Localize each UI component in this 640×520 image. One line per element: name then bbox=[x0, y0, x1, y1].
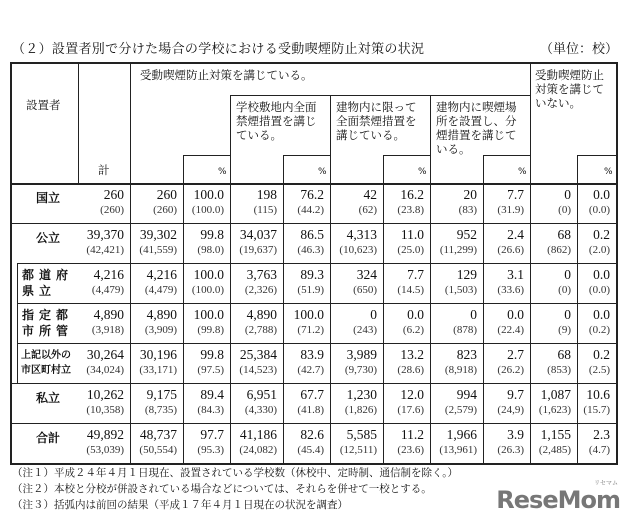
cell-previous-value: (2,485) bbox=[538, 444, 571, 456]
table-rule bbox=[230, 95, 530, 96]
cell-value: 4,890 bbox=[246, 307, 277, 322]
table-cell bbox=[536, 427, 610, 457]
percent-header: % bbox=[418, 167, 427, 177]
cell-value: 4,313 bbox=[346, 227, 377, 242]
cell-value: 89.3 bbox=[300, 267, 324, 282]
table-rule bbox=[17, 343, 616, 344]
table-rule bbox=[10, 183, 616, 185]
cell-previous-value: (41,559) bbox=[139, 244, 177, 256]
cell-value: 4,216 bbox=[93, 267, 124, 282]
cell-value: 34,037 bbox=[239, 227, 277, 242]
cell-previous-value: (2.5) bbox=[588, 364, 610, 376]
cell-value: 4,890 bbox=[146, 307, 177, 322]
cell-previous-value: (24,9) bbox=[497, 404, 524, 416]
cell-value: 4,890 bbox=[93, 307, 124, 322]
cell-previous-value: (28.6) bbox=[397, 364, 424, 376]
cell-previous-value: (650) bbox=[353, 284, 377, 296]
cell-previous-value: (84.3) bbox=[197, 404, 224, 416]
row-label: 公立 bbox=[35, 231, 60, 245]
cell-value: 129 bbox=[456, 267, 477, 282]
row-label: 私立 bbox=[35, 391, 60, 405]
header-taking-measures: 受動喫煙防止対策を講じている。 bbox=[140, 68, 313, 82]
cell-value: 198 bbox=[256, 187, 277, 202]
cell-value: 49,892 bbox=[86, 427, 124, 442]
cell-value: 42 bbox=[363, 187, 377, 202]
cell-previous-value: (8,735) bbox=[144, 404, 177, 416]
cell-previous-value: (4,479) bbox=[144, 284, 177, 296]
cell-value: 3.1 bbox=[507, 267, 524, 282]
resemom-logo bbox=[496, 480, 620, 514]
cell-previous-value: (22.4) bbox=[497, 324, 524, 336]
cell-previous-value: (17.6) bbox=[397, 404, 424, 416]
cell-previous-value: (862) bbox=[547, 244, 571, 256]
cell-value: 3,989 bbox=[346, 347, 377, 362]
header-sub2: 建物内に限って全面禁煙措置を講じている。 bbox=[336, 100, 417, 142]
cell-previous-value: (51.9) bbox=[297, 284, 324, 296]
table-rule bbox=[10, 423, 616, 424]
cell-previous-value: (15.7) bbox=[583, 404, 610, 416]
table-rule bbox=[577, 155, 616, 156]
table-rule bbox=[17, 263, 18, 303]
cell-value: 11.2 bbox=[400, 427, 424, 442]
table-cell bbox=[536, 267, 610, 297]
percent-header: % bbox=[218, 167, 227, 177]
cell-previous-value: (0.0) bbox=[588, 204, 610, 216]
row-label: 指定都市所管 bbox=[22, 308, 74, 338]
cell-previous-value: (45.4) bbox=[297, 444, 324, 456]
cell-previous-value: (100.0) bbox=[191, 284, 224, 296]
cell-value: 68 bbox=[557, 227, 571, 242]
cell-previous-value: (12,511) bbox=[339, 444, 377, 456]
cell-previous-value: (0) bbox=[558, 204, 571, 216]
cell-previous-value: (41.8) bbox=[297, 404, 324, 416]
table-cell bbox=[536, 347, 610, 377]
cell-value: 1,966 bbox=[446, 427, 477, 442]
table-rule bbox=[10, 223, 616, 224]
cell-previous-value: (13,961) bbox=[439, 444, 477, 456]
cell-value: 6,951 bbox=[246, 387, 277, 402]
header-setter: 設置者 bbox=[26, 98, 61, 112]
cell-value: 99.8 bbox=[200, 347, 224, 362]
cell-previous-value: (10,623) bbox=[339, 244, 377, 256]
table-rule bbox=[183, 155, 230, 156]
table-cell bbox=[536, 307, 610, 337]
table-rule bbox=[17, 303, 18, 343]
header-total: 計 bbox=[98, 163, 110, 177]
table-rule bbox=[17, 303, 616, 304]
logo-text: ReseMom bbox=[496, 486, 620, 514]
cell-previous-value: (9,730) bbox=[344, 364, 377, 376]
cell-value: 16.2 bbox=[400, 187, 424, 202]
cell-value: 0 bbox=[564, 307, 571, 322]
cell-previous-value: (2,788) bbox=[244, 324, 277, 336]
cell-previous-value: (260) bbox=[153, 204, 177, 216]
cell-previous-value: (97.5) bbox=[197, 364, 224, 376]
cell-value: 12.0 bbox=[400, 387, 424, 402]
cell-value: 0 bbox=[564, 187, 571, 202]
cell-value: 89.4 bbox=[200, 387, 224, 402]
cell-value: 0.0 bbox=[593, 267, 610, 282]
cell-value: 2.3 bbox=[593, 427, 610, 442]
cell-value: 952 bbox=[456, 227, 477, 242]
cell-previous-value: (0.0) bbox=[588, 284, 610, 296]
cell-previous-value: (100.0) bbox=[191, 204, 224, 216]
cell-value: 82.6 bbox=[300, 427, 324, 442]
cell-previous-value: (6.2) bbox=[402, 324, 424, 336]
cell-previous-value: (2.0) bbox=[588, 244, 610, 256]
cell-value: 1,087 bbox=[540, 387, 571, 402]
cell-value: 3,763 bbox=[246, 267, 277, 282]
percent-header: % bbox=[318, 167, 327, 177]
note-1: （注１）平成２４年４月１日現在、設置されている学校数（休校中、定時制、通信制を除く。） bbox=[12, 467, 459, 479]
cell-value: 39,370 bbox=[86, 227, 124, 242]
cell-previous-value: (26.6) bbox=[497, 244, 524, 256]
table-rule bbox=[616, 62, 618, 465]
logo-ruby: リセマム bbox=[594, 480, 618, 487]
cell-value: 1,155 bbox=[540, 427, 571, 442]
table-rule bbox=[10, 62, 617, 64]
cell-previous-value: (878) bbox=[453, 324, 477, 336]
cell-value: 260 bbox=[103, 187, 124, 202]
table-rule bbox=[10, 383, 616, 384]
cell-previous-value: (115) bbox=[253, 204, 277, 216]
cell-previous-value: (24,082) bbox=[239, 444, 277, 456]
cell-value: 0 bbox=[470, 307, 477, 322]
cell-value: 97.7 bbox=[200, 427, 224, 442]
cell-previous-value: (0) bbox=[558, 284, 571, 296]
cell-previous-value: (1,623) bbox=[538, 404, 571, 416]
cell-value: 68 bbox=[557, 347, 571, 362]
cell-previous-value: (4,330) bbox=[244, 404, 277, 416]
table-rule bbox=[17, 343, 18, 383]
cell-previous-value: (14,523) bbox=[239, 364, 277, 376]
table-rule bbox=[283, 155, 330, 156]
cell-value: 1,230 bbox=[346, 387, 377, 402]
header-sub3: 建物内に喫煙場所を設置し、分煙措置を講じている。 bbox=[436, 100, 517, 156]
cell-previous-value: (95.3) bbox=[197, 444, 224, 456]
cell-value: 67.7 bbox=[300, 387, 324, 402]
cell-value: 30,196 bbox=[139, 347, 177, 362]
header-sub1: 学校敷地内全面禁煙措置を講じている。 bbox=[236, 100, 317, 142]
cell-value: 86.5 bbox=[300, 227, 324, 242]
cell-previous-value: (11,299) bbox=[439, 244, 477, 256]
cell-previous-value: (98.0) bbox=[197, 244, 224, 256]
cell-value: 260 bbox=[156, 187, 177, 202]
cell-value: 0.2 bbox=[593, 347, 610, 362]
cell-previous-value: (0.2) bbox=[588, 324, 610, 336]
cell-previous-value: (260) bbox=[100, 204, 124, 216]
cell-previous-value: (31.9) bbox=[497, 204, 524, 216]
cell-value: 76.2 bbox=[300, 187, 324, 202]
cell-value: 994 bbox=[456, 387, 477, 402]
cell-previous-value: (62) bbox=[358, 204, 377, 216]
cell-value: 10,262 bbox=[86, 387, 124, 402]
cell-value: 20 bbox=[463, 187, 477, 202]
cell-value: 0 bbox=[564, 267, 571, 282]
cell-previous-value: (10,358) bbox=[86, 404, 124, 416]
cell-previous-value: (33,171) bbox=[139, 364, 177, 376]
cell-previous-value: (83) bbox=[458, 204, 477, 216]
unit-label: （単位：校） bbox=[539, 42, 618, 57]
percent-header: % bbox=[604, 167, 613, 177]
cell-value: 100.0 bbox=[193, 307, 224, 322]
cell-value: 10.6 bbox=[586, 387, 610, 402]
header-not-taking: 受動喫煙防止対策を講じていない。 bbox=[535, 68, 604, 110]
cell-previous-value: (19,637) bbox=[239, 244, 277, 256]
cell-value: 0.0 bbox=[507, 307, 524, 322]
table-rule bbox=[483, 155, 530, 156]
table-rule bbox=[10, 463, 618, 465]
cell-value: 9,175 bbox=[146, 387, 177, 402]
cell-value: 48,737 bbox=[139, 427, 177, 442]
cell-value: 9.7 bbox=[507, 387, 524, 402]
cell-previous-value: (44.2) bbox=[297, 204, 324, 216]
cell-previous-value: (53,039) bbox=[86, 444, 124, 456]
cell-value: 41,186 bbox=[239, 427, 277, 442]
percent-header: % bbox=[518, 167, 527, 177]
cell-previous-value: (1,503) bbox=[444, 284, 477, 296]
note-2: （注２）本校と分校が併設されている場合などについては、それらを併せて一校とする。 bbox=[12, 483, 432, 495]
cell-previous-value: (3,918) bbox=[91, 324, 124, 336]
table-rule bbox=[17, 263, 616, 264]
cell-previous-value: (46.3) bbox=[297, 244, 324, 256]
cell-value: 5,585 bbox=[346, 427, 377, 442]
cell-previous-value: (99.8) bbox=[197, 324, 224, 336]
cell-previous-value: (2,326) bbox=[244, 284, 277, 296]
cell-previous-value: (9) bbox=[558, 324, 571, 336]
cell-previous-value: (26.2) bbox=[497, 364, 524, 376]
row-label: 都道府県立 bbox=[22, 268, 74, 298]
cell-value: 2.7 bbox=[507, 347, 524, 362]
cell-previous-value: (71.2) bbox=[297, 324, 324, 336]
cell-previous-value: (42,421) bbox=[86, 244, 124, 256]
cell-previous-value: (4,479) bbox=[91, 284, 124, 296]
cell-value: 7.7 bbox=[507, 187, 524, 202]
cell-value: 0.0 bbox=[593, 307, 610, 322]
cell-previous-value: (34,024) bbox=[86, 364, 124, 376]
cell-value: 100.0 bbox=[193, 267, 224, 282]
cell-previous-value: (4.7) bbox=[588, 444, 610, 456]
cell-previous-value: (243) bbox=[353, 324, 377, 336]
cell-previous-value: (23.8) bbox=[397, 204, 424, 216]
cell-value: 823 bbox=[456, 347, 477, 362]
cell-previous-value: (26.3) bbox=[497, 444, 524, 456]
cell-previous-value: (14.5) bbox=[397, 284, 424, 296]
cell-value: 11.0 bbox=[400, 227, 424, 242]
cell-value: 7.7 bbox=[407, 267, 424, 282]
note-3: （注３）括弧内は前回の結果（平成１７年４月１日現在の状況を調査） bbox=[12, 499, 348, 511]
table-cell bbox=[536, 387, 610, 417]
cell-previous-value: (33.6) bbox=[497, 284, 524, 296]
row-label: 国立 bbox=[35, 191, 60, 205]
table-rule bbox=[78, 62, 79, 183]
cell-previous-value: (3,909) bbox=[144, 324, 177, 336]
cell-value: 39,302 bbox=[139, 227, 177, 242]
cell-value: 324 bbox=[356, 267, 377, 282]
cell-value: 100.0 bbox=[193, 187, 224, 202]
cell-value: 0.0 bbox=[593, 187, 610, 202]
cell-value: 2.4 bbox=[507, 227, 524, 242]
cell-value: 100.0 bbox=[293, 307, 324, 322]
cell-previous-value: (2,579) bbox=[444, 404, 477, 416]
cell-previous-value: (50,554) bbox=[139, 444, 177, 456]
cell-value: 0 bbox=[370, 307, 377, 322]
cell-value: 3.9 bbox=[507, 427, 524, 442]
cell-value: 83.9 bbox=[300, 347, 324, 362]
cell-value: 0.2 bbox=[593, 227, 610, 242]
cell-value: 13.2 bbox=[400, 347, 424, 362]
table-cell bbox=[536, 227, 610, 257]
cell-value: 99.8 bbox=[200, 227, 224, 242]
row-label: 上記以外の市区町村立 bbox=[21, 350, 71, 376]
cell-previous-value: (25.0) bbox=[397, 244, 424, 256]
table-title: （２）設置者別で分けた場合の学校における受動喫煙防止対策の状況 bbox=[12, 42, 425, 57]
table-rule bbox=[383, 155, 430, 156]
row-label: 合計 bbox=[35, 431, 60, 445]
table-cell bbox=[536, 187, 610, 217]
cell-value: 25,384 bbox=[239, 347, 277, 362]
cell-previous-value: (853) bbox=[547, 364, 571, 376]
cell-previous-value: (23.6) bbox=[397, 444, 424, 456]
cell-value: 30,264 bbox=[86, 347, 124, 362]
cell-previous-value: (42.7) bbox=[297, 364, 324, 376]
cell-previous-value: (1,826) bbox=[344, 404, 377, 416]
cell-previous-value: (8,918) bbox=[444, 364, 477, 376]
cell-value: 4,216 bbox=[146, 267, 177, 282]
cell-value: 0.0 bbox=[407, 307, 424, 322]
